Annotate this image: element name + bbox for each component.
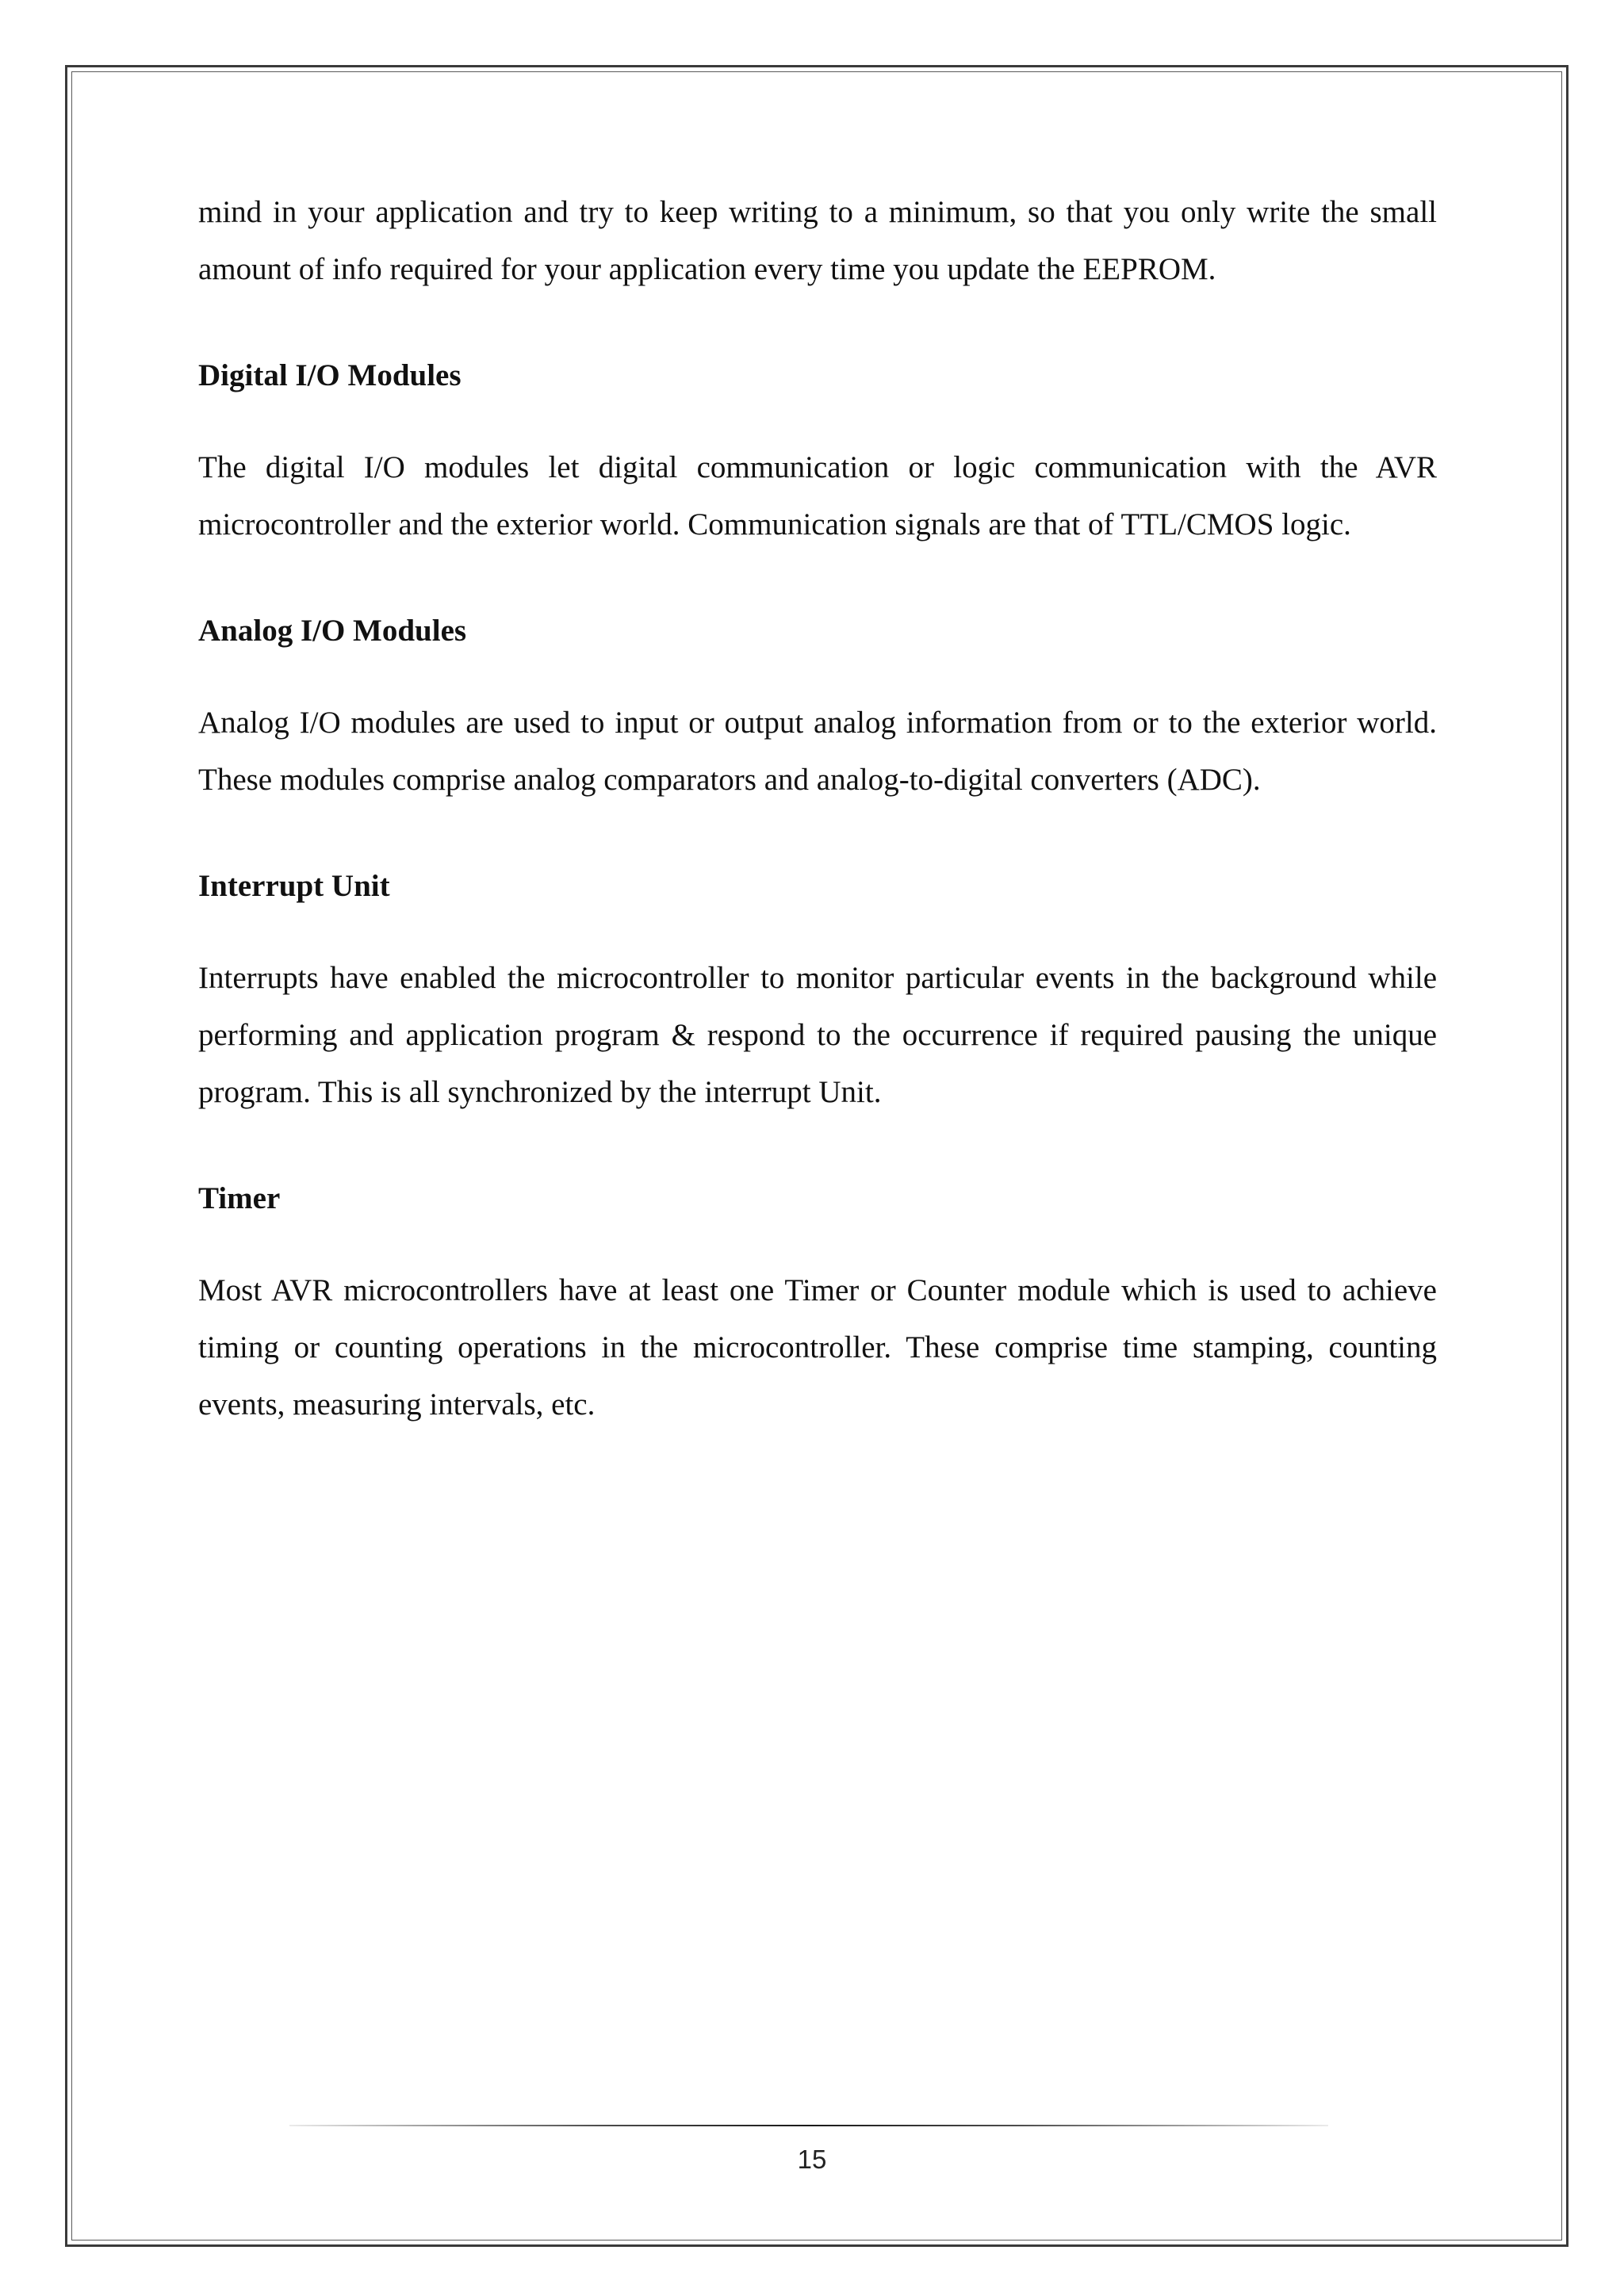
section-heading-interrupt-unit: Interrupt Unit <box>198 869 390 903</box>
document-body <box>198 184 1437 1433</box>
footer-divider <box>289 2125 1328 2126</box>
section-heading-analog-io: Analog I/O Modules <box>198 614 467 648</box>
section-heading-digital-io: Digital I/O Modules <box>198 358 462 392</box>
section-text-digital-io: The digital I/O modules let digital communication or logic communication with the AVR microcontroller and the exterior world. Communication signals are that of TTL/CMOS logic. <box>198 450 1437 541</box>
section-text-analog-io: Analog I/O modules are used to input or output analog information from or to the exterior world. These modules comprise analog comparators and analog-to-digital converters (ADC). <box>198 706 1437 797</box>
section-text-interrupt-unit: Interrupts have enabled the microcontroller to monitor particular events in the background while performing and application program & respond to the occurrence if required pausing the unique program. This is all synchronized by the interrupt Unit. <box>198 961 1437 1109</box>
intro-paragraph: mind in your application and try to keep writing to a minimum, so that you only write the small amount of info required for your application every time you update the EEPROM. <box>198 195 1437 286</box>
section-heading-timer: Timer <box>198 1181 281 1215</box>
page-number: 15 <box>797 2145 827 2174</box>
section-text-timer: Most AVR microcontrollers have at least one Timer or Counter module which is used to achieve timing or counting operations in the microcontroller. These comprise time stamping, counting events, measuring intervals, etc. <box>198 1273 1437 1422</box>
